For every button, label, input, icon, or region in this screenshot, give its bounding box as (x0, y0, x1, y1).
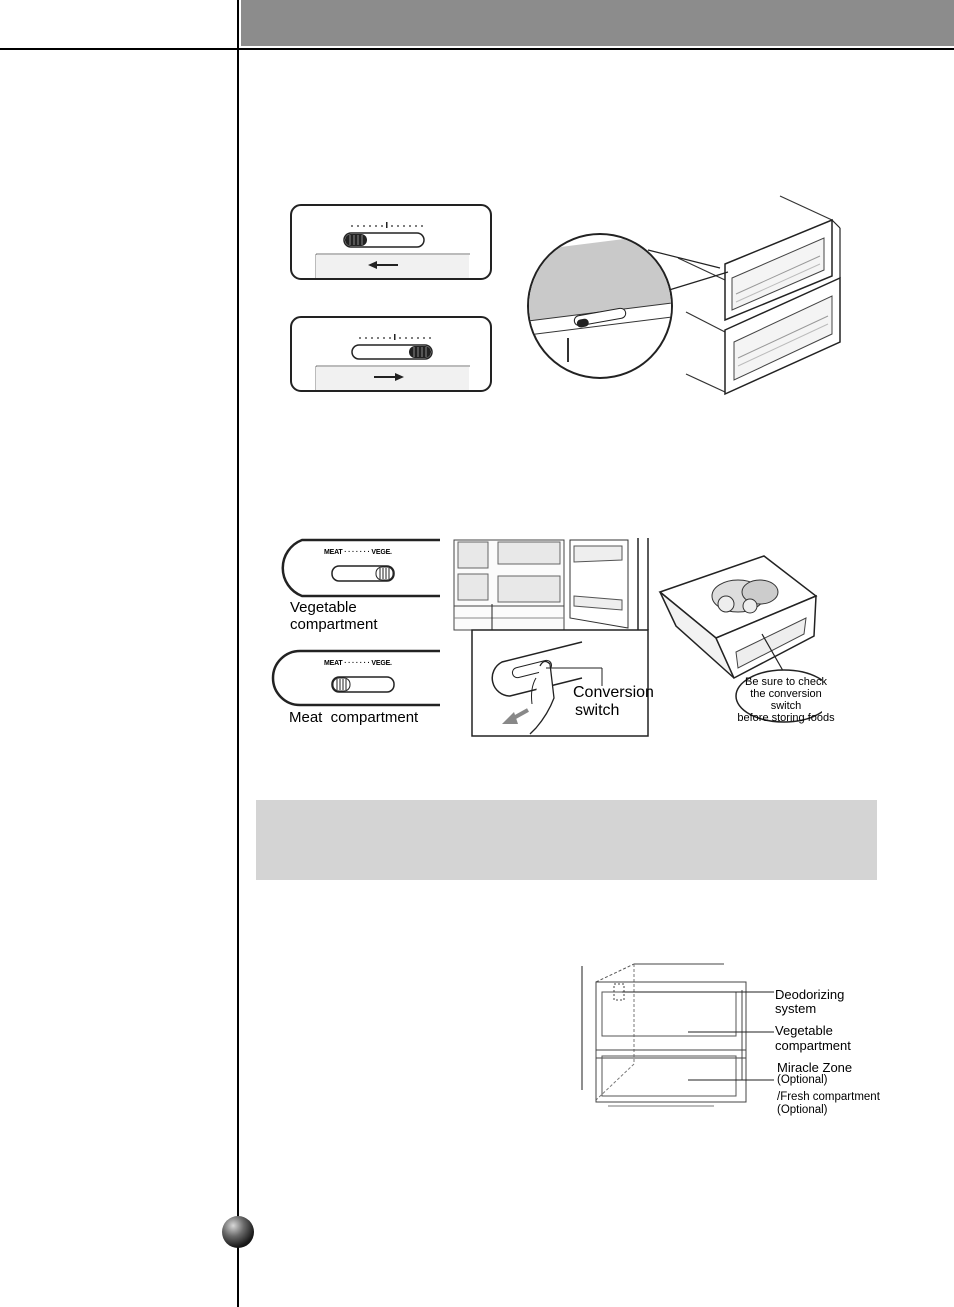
compartment-diagram (578, 960, 778, 1110)
callout-line3: before storing foods (737, 712, 835, 724)
crisper-drawer-illustration (520, 192, 850, 397)
callout-text (736, 676, 836, 724)
callout-line2: the conversion switch (750, 688, 822, 712)
vegetable-line2: compartment (775, 1038, 851, 1053)
deodorizing-line1: Deodorizing (775, 987, 845, 1002)
miracle-line1: Miracle Zone (777, 1060, 853, 1075)
callout-line1: Be sure to check (745, 676, 827, 688)
slider-panel-left (290, 204, 494, 282)
deodorizing-line2: system (775, 1001, 817, 1016)
header-rule (0, 48, 954, 50)
conversion-label-line2: switch (575, 702, 620, 719)
note-box (256, 800, 877, 880)
switch-scale-label: MEAT · · · · · · · VEGE. (324, 549, 392, 556)
vegetable-caption-line1: Vegetable (290, 599, 357, 616)
header-bar (241, 0, 954, 46)
margin-rule (237, 0, 239, 1307)
switch-panel-vegetable (270, 536, 442, 600)
fresh-line1: /Fresh compartment (777, 1091, 880, 1103)
vegetable-caption-line2: compartment (290, 616, 378, 633)
conversion-label-line1: Conversion (573, 684, 654, 701)
conversion-switch-illustration (452, 538, 652, 738)
meat-caption: Meat compartment (289, 709, 419, 726)
miracle-line2: (Optional) (777, 1074, 828, 1086)
switch-panel-meat (270, 648, 442, 708)
switch-scale-label-2: MEAT · · · · · · · VEGE. (324, 660, 392, 667)
fresh-line2: (Optional) (777, 1104, 828, 1116)
page-bullet-icon (222, 1216, 254, 1248)
slider-panel-right (290, 316, 494, 394)
vegetable-line1: Vegetable (775, 1023, 833, 1038)
